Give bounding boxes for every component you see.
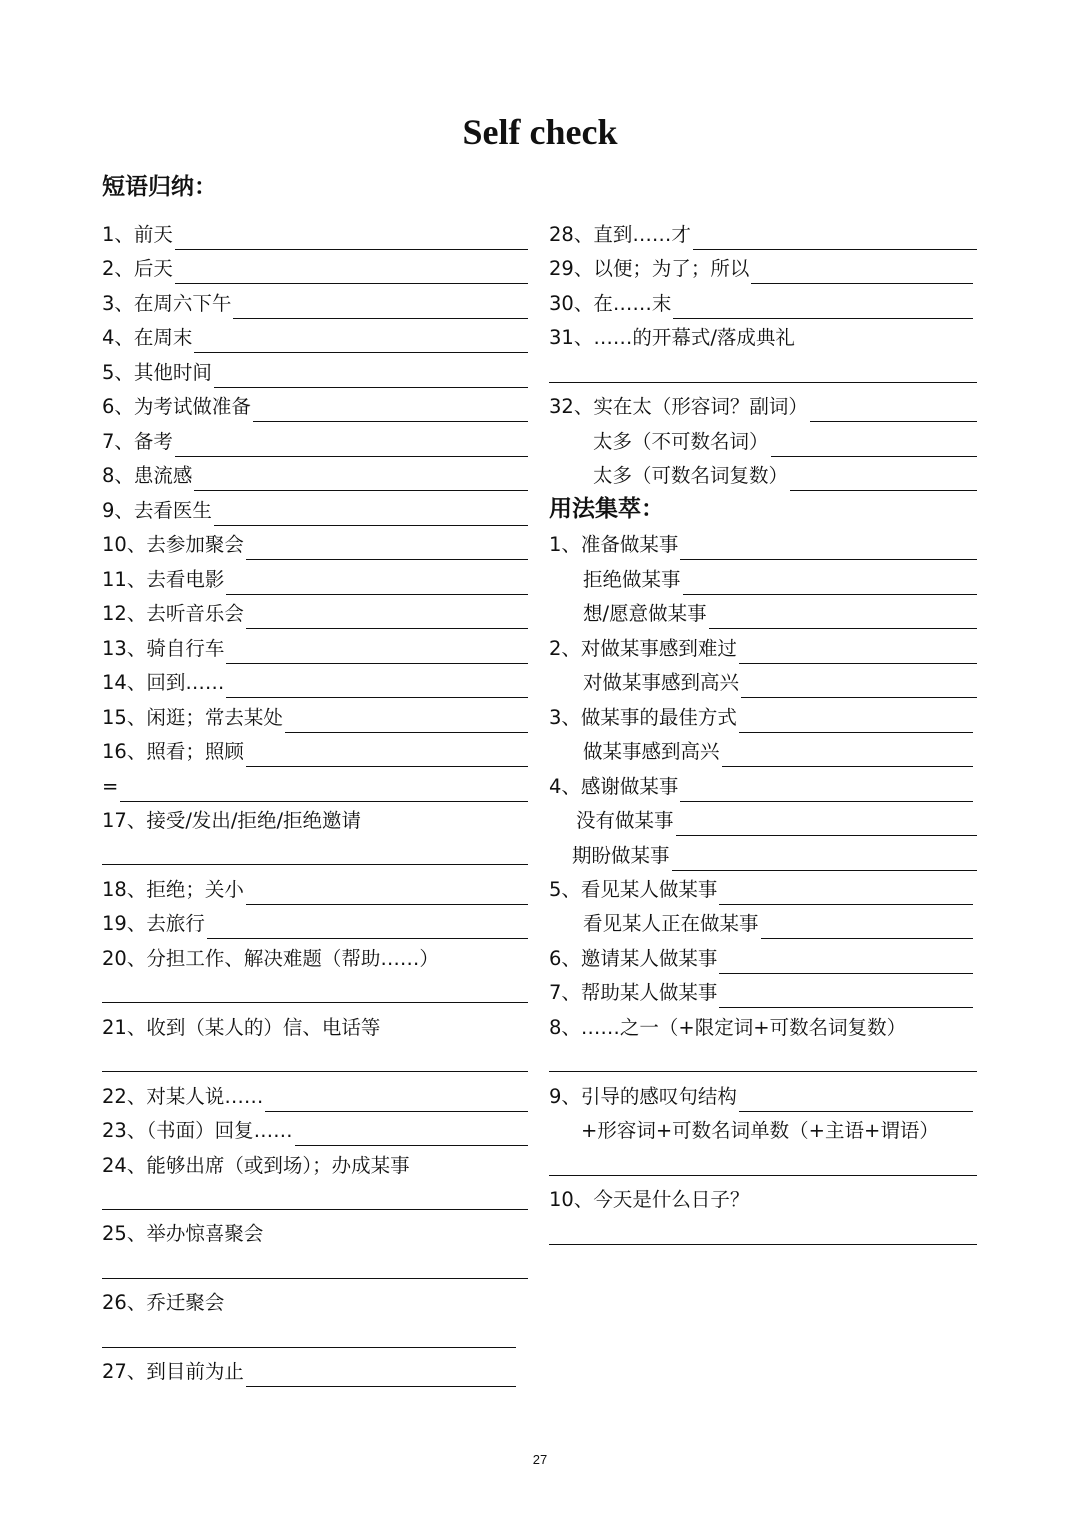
- answer-line[interactable]: [549, 1244, 977, 1245]
- answer-blank[interactable]: [672, 848, 977, 871]
- usage-item: 5、看见某人做某事: [549, 875, 973, 905]
- answer-blank[interactable]: [175, 261, 528, 284]
- usage-item: 看见某人正在做某事: [583, 909, 973, 939]
- usage-item: 8、……之一（+限定词+可数名词复数）: [549, 1016, 907, 1039]
- answer-blank[interactable]: [719, 951, 973, 974]
- answer-line[interactable]: [102, 864, 528, 865]
- answer-line[interactable]: [549, 382, 977, 383]
- answer-blank[interactable]: [246, 606, 528, 629]
- answer-blank[interactable]: [246, 1364, 516, 1387]
- usage-item: +形容词+可数名词单数（+主语+谓语）: [581, 1119, 939, 1142]
- answer-blank[interactable]: [214, 503, 528, 526]
- answer-blank[interactable]: [246, 882, 528, 905]
- answer-line[interactable]: [102, 1347, 516, 1348]
- answer-blank[interactable]: [285, 710, 528, 733]
- section-heading-usage: 用法集萃：: [549, 496, 664, 522]
- phrase-item: 4、在周末: [102, 323, 528, 353]
- phrase-item: 27、到目前为止: [102, 1357, 516, 1387]
- usage-item: 6、邀请某人做某事: [549, 944, 973, 974]
- answer-line[interactable]: [102, 1209, 528, 1210]
- answer-blank[interactable]: [739, 641, 977, 664]
- answer-line[interactable]: [102, 1278, 528, 1279]
- phrase-item: 18、拒绝；关小: [102, 875, 528, 905]
- answer-blank[interactable]: [719, 882, 973, 905]
- usage-item: 4、感谢做某事: [549, 772, 973, 802]
- answer-blank[interactable]: [751, 261, 973, 284]
- answer-blank[interactable]: [722, 744, 973, 767]
- answer-line[interactable]: [549, 1071, 977, 1072]
- usage-item: 3、做某事的最佳方式: [549, 703, 973, 733]
- answer-blank[interactable]: [120, 779, 528, 802]
- section-heading-phrases: 短语归纳：: [102, 174, 217, 200]
- phrase-item: 9、去看医生: [102, 496, 528, 526]
- usage-item: 10、今天是什么日子？: [549, 1188, 750, 1211]
- phrase-item: 7、备考: [102, 427, 528, 457]
- answer-blank[interactable]: [214, 365, 528, 388]
- phrase-item: 19、去旅行: [102, 909, 528, 939]
- usage-item: 2、对做某事感到难过: [549, 634, 977, 664]
- answer-blank[interactable]: [676, 813, 977, 836]
- usage-item: 期盼做某事: [572, 841, 977, 871]
- phrase-item: =: [102, 772, 528, 802]
- phrase-item: 12、去听音乐会: [102, 599, 528, 629]
- answer-blank[interactable]: [709, 606, 977, 629]
- usage-item: 7、帮助某人做某事: [549, 978, 973, 1008]
- answer-blank[interactable]: [194, 330, 528, 353]
- answer-blank[interactable]: [739, 1089, 973, 1112]
- phrase-item: 25、举办惊喜聚会: [102, 1222, 264, 1245]
- answer-blank[interactable]: [810, 399, 977, 422]
- phrase-item: 11、去看电影: [102, 565, 528, 595]
- phrase-item: 3、在周六下午: [102, 289, 528, 319]
- phrase-item: 13、骑自行车: [102, 634, 528, 664]
- phrase-item: 15、闲逛；常去某处: [102, 703, 528, 733]
- answer-blank[interactable]: [175, 434, 528, 457]
- answer-blank[interactable]: [246, 744, 528, 767]
- phrase-item: 26、乔迁聚会: [102, 1291, 225, 1314]
- usage-item: 9、引导的感叹句结构: [549, 1082, 973, 1112]
- answer-blank[interactable]: [719, 985, 973, 1008]
- answer-blank[interactable]: [771, 434, 977, 457]
- phrase-item: 8、患流感: [102, 461, 528, 491]
- phrase-item: 2、后天: [102, 254, 528, 284]
- answer-blank[interactable]: [253, 399, 528, 422]
- answer-blank[interactable]: [680, 537, 977, 560]
- answer-line[interactable]: [549, 1175, 977, 1176]
- answer-blank[interactable]: [246, 537, 528, 560]
- phrase-item: 22、对某人说……: [102, 1082, 528, 1112]
- phrase-item: 5、其他时间: [102, 358, 528, 388]
- answer-blank[interactable]: [265, 1089, 528, 1112]
- phrase-item: 21、收到（某人的）信、电话等: [102, 1016, 381, 1039]
- usage-item: 1、准备做某事: [549, 530, 977, 560]
- phrase-item: 10、去参加聚会: [102, 530, 528, 560]
- answer-line[interactable]: [102, 1071, 528, 1072]
- answer-blank[interactable]: [226, 641, 528, 664]
- usage-item: 做某事感到高兴: [583, 737, 973, 767]
- phrase-item: 17、接受/发出/拒绝/拒绝邀请: [102, 809, 362, 832]
- phrase-item: 23、（书面）回复……: [102, 1116, 528, 1146]
- answer-blank[interactable]: [194, 468, 528, 491]
- phrase-item: 20、分担工作、解决难题（帮助……）: [102, 947, 439, 970]
- answer-blank[interactable]: [741, 675, 977, 698]
- usage-item: 对做某事感到高兴: [583, 668, 977, 698]
- phrase-item: 1、前天: [102, 220, 528, 250]
- phrase-item: 16、照看；照顾: [102, 737, 528, 767]
- usage-item: 没有做某事: [576, 806, 977, 836]
- phrase-item: 6、为考试做准备: [102, 392, 528, 422]
- phrase-item: 29、以便；为了；所以: [549, 254, 973, 284]
- answer-blank[interactable]: [739, 710, 973, 733]
- answer-blank[interactable]: [233, 296, 528, 319]
- phrase-item: 32、实在太（形容词？副词）: [549, 392, 977, 422]
- answer-line[interactable]: [102, 1002, 528, 1003]
- answer-blank[interactable]: [790, 468, 977, 491]
- answer-blank[interactable]: [761, 916, 973, 939]
- answer-blank[interactable]: [226, 675, 528, 698]
- phrase-item: 太多（可数名词复数）: [593, 461, 977, 491]
- phrase-item: 30、在……末: [549, 289, 973, 319]
- page-number: 27: [532, 1452, 548, 1467]
- phrase-item: 28、直到……才: [549, 220, 977, 250]
- answer-blank[interactable]: [295, 1123, 528, 1146]
- answer-blank[interactable]: [175, 227, 528, 250]
- answer-blank[interactable]: [207, 916, 528, 939]
- answer-blank[interactable]: [226, 572, 528, 595]
- usage-item: 想/愿意做某事: [583, 599, 977, 629]
- phrase-item: 14、回到……: [102, 668, 528, 698]
- page-title: Self check: [462, 112, 618, 152]
- answer-blank[interactable]: [693, 227, 977, 250]
- phrase-item: 太多（不可数名词）: [593, 427, 977, 457]
- phrase-item: 24、能够出席（或到场）；办成某事: [102, 1154, 410, 1177]
- phrase-item: 31、……的开幕式/落成典礼: [549, 326, 795, 349]
- answer-blank[interactable]: [680, 779, 973, 802]
- usage-item: 拒绝做某事: [583, 565, 977, 595]
- answer-blank[interactable]: [673, 296, 973, 319]
- answer-blank[interactable]: [683, 572, 977, 595]
